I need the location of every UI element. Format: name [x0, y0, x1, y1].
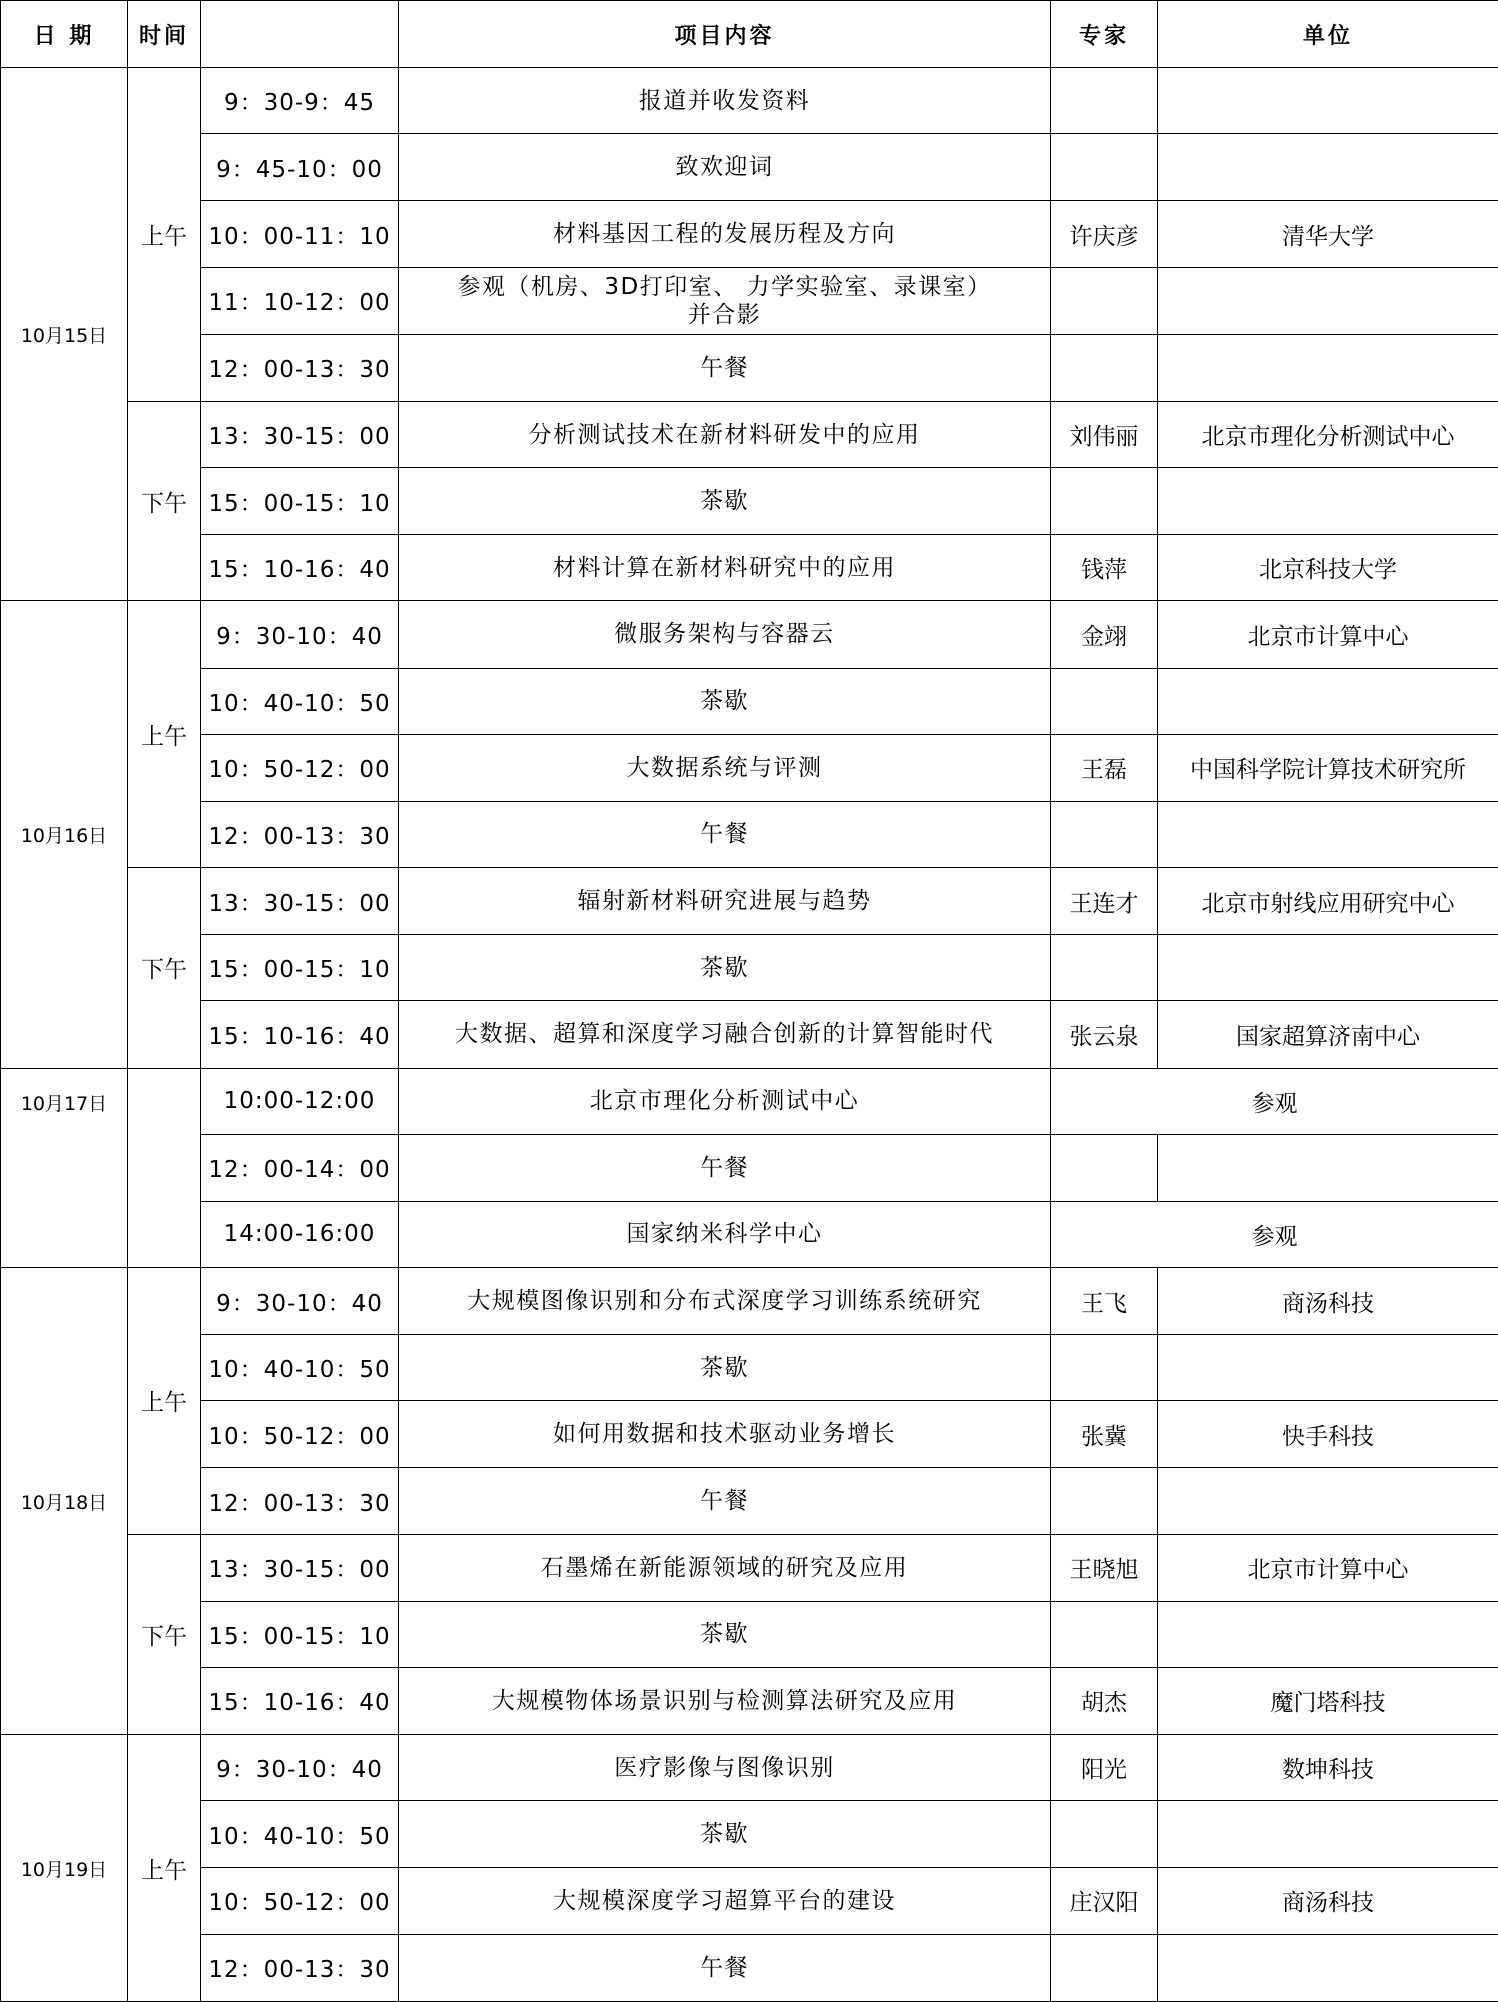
table-row	[1, 801, 1498, 867]
table-row	[1, 1267, 1498, 1334]
day-date: 10月18日	[1, 1267, 128, 1734]
session-expert	[1051, 1468, 1158, 1534]
period-label: 下午	[128, 401, 201, 600]
session-time: 12：00-14：00	[201, 1134, 399, 1201]
table-row	[1, 535, 1498, 601]
table-row	[1, 468, 1498, 535]
session-content: 茶歇	[399, 935, 1051, 1001]
session-unit	[1158, 68, 1498, 134]
session-content: 致欢迎词	[399, 134, 1051, 201]
session-time: 14:00-16:00	[201, 1201, 399, 1267]
table-row	[1, 68, 1498, 134]
session-expert: 王磊	[1051, 734, 1158, 801]
session-content: 大规模深度学习超算平台的建设	[399, 1868, 1051, 1934]
period-label: 下午	[128, 868, 201, 1068]
table-row	[1, 1001, 1498, 1068]
table-row	[1, 1934, 1498, 2001]
table-row	[1, 1068, 1498, 1134]
session-expert	[1051, 134, 1158, 201]
day-date: 10月19日	[1, 1735, 128, 2002]
session-time: 10:00-12:00	[201, 1068, 399, 1134]
session-time: 13：30-15：00	[201, 401, 399, 467]
session-content: 茶歇	[399, 668, 1051, 734]
session-time: 15：10-16：40	[201, 1001, 399, 1068]
session-expert: 王飞	[1051, 1267, 1158, 1334]
session-unit: 北京市射线应用研究中心	[1158, 868, 1498, 935]
session-unit: 数坤科技	[1158, 1735, 1498, 1801]
session-expert: 许庆彦	[1051, 201, 1158, 267]
session-content: 微服务架构与容器云	[399, 601, 1051, 668]
session-unit: 快手科技	[1158, 1401, 1498, 1468]
session-content: 分析测试技术在新材料研发中的应用	[399, 401, 1051, 467]
period-label: 上午	[128, 68, 201, 402]
session-unit	[1158, 1601, 1498, 1667]
session-content: 茶歇	[399, 468, 1051, 535]
session-content: 北京市理化分析测试中心	[399, 1068, 1051, 1134]
header-row	[1, 1, 1498, 68]
session-time: 15：10-16：40	[201, 1667, 399, 1734]
session-time: 11：10-12：00	[201, 267, 399, 334]
session-time: 9：30-10：40	[201, 1735, 399, 1801]
session-content: 石墨烯在新能源领域的研究及应用	[399, 1534, 1051, 1601]
session-unit: 北京科技大学	[1158, 535, 1498, 601]
session-unit	[1158, 468, 1498, 535]
session-content: 午餐	[399, 334, 1051, 401]
session-content: 午餐	[399, 1468, 1051, 1534]
session-unit	[1158, 267, 1498, 334]
session-time: 12：00-13：30	[201, 1934, 399, 2001]
header-blank	[201, 1, 399, 68]
session-expert: 张云泉	[1051, 1001, 1158, 1068]
table-row	[1, 1667, 1498, 1734]
day-date: 10月15日	[1, 68, 128, 601]
table-row	[1, 1735, 1498, 1801]
table-row	[1, 1801, 1498, 1868]
table-row	[1, 1868, 1498, 1934]
session-content-line1: 参观（机房、3D打印室、 力学实验室、录课室）	[457, 273, 992, 300]
session-content	[399, 267, 1051, 334]
table-row	[1, 1335, 1498, 1401]
session-expert	[1051, 68, 1158, 134]
session-unit	[1158, 1335, 1498, 1401]
table-row	[1, 1134, 1498, 1201]
session-unit: 商汤科技	[1158, 1267, 1498, 1334]
session-unit	[1158, 1468, 1498, 1534]
session-expert	[1051, 334, 1158, 401]
table-row	[1, 401, 1498, 467]
session-expert	[1051, 1335, 1158, 1401]
header-date: 日 期	[1, 1, 128, 68]
session-time: 13：30-15：00	[201, 868, 399, 935]
session-expert	[1051, 468, 1158, 535]
session-content: 茶歇	[399, 1335, 1051, 1401]
table-row	[1, 1401, 1498, 1468]
session-expert: 张冀	[1051, 1401, 1158, 1468]
session-time: 10：50-12：00	[201, 1401, 399, 1468]
session-content: 大数据系统与评测	[399, 734, 1051, 801]
session-expert: 庄汉阳	[1051, 1868, 1158, 1934]
session-expert: 王连才	[1051, 868, 1158, 935]
session-content: 材料基因工程的发展历程及方向	[399, 201, 1051, 267]
session-content: 如何用数据和技术驱动业务增长	[399, 1401, 1051, 1468]
session-content: 国家纳米科学中心	[399, 1201, 1051, 1267]
session-expert: 钱萍	[1051, 535, 1158, 601]
header-unit: 单位	[1158, 1, 1498, 68]
session-content: 大规模物体场景识别与检测算法研究及应用	[399, 1667, 1051, 1734]
session-expert: 金翊	[1051, 601, 1158, 668]
session-expert	[1051, 1934, 1158, 2001]
header-expert: 专家	[1051, 1, 1158, 68]
session-unit: 中国科学院计算技术研究所	[1158, 734, 1498, 801]
session-unit	[1158, 935, 1498, 1001]
session-unit: 北京市理化分析测试中心	[1158, 401, 1498, 467]
session-time: 15：00-15：10	[201, 1601, 399, 1667]
session-expert: 胡杰	[1051, 1667, 1158, 1734]
table-row	[1, 1534, 1498, 1601]
table-row	[1, 935, 1498, 1001]
period-label: 上午	[128, 1267, 201, 1534]
period-label: 上午	[128, 1735, 201, 2002]
session-content: 医疗影像与图像识别	[399, 1735, 1051, 1801]
session-content-line2: 并合影	[687, 301, 762, 328]
session-content: 茶歇	[399, 1601, 1051, 1667]
session-unit: 北京市计算中心	[1158, 601, 1498, 668]
session-unit	[1158, 668, 1498, 734]
session-expert	[1051, 1801, 1158, 1868]
table-row	[1, 134, 1498, 201]
session-expert	[1051, 801, 1158, 867]
session-time: 9：30-10：40	[201, 1267, 399, 1334]
session-expert	[1051, 267, 1158, 334]
session-unit	[1158, 1801, 1498, 1868]
session-time: 10：40-10：50	[201, 1335, 399, 1401]
session-time: 10：40-10：50	[201, 1801, 399, 1868]
session-time: 10：50-12：00	[201, 1868, 399, 1934]
session-time: 10：40-10：50	[201, 668, 399, 734]
session-expert	[1051, 1134, 1158, 1201]
session-content: 大规模图像识别和分布式深度学习训练系统研究	[399, 1267, 1051, 1334]
session-content: 材料计算在新材料研究中的应用	[399, 535, 1051, 601]
session-unit	[1158, 134, 1498, 201]
session-time: 12：00-13：30	[201, 1468, 399, 1534]
session-unit: 魔门塔科技	[1158, 1667, 1498, 1734]
session-content: 报道并收发资料	[399, 68, 1051, 134]
session-expert	[1051, 935, 1158, 1001]
session-content: 午餐	[399, 1134, 1051, 1201]
session-time: 15：00-15：10	[201, 935, 399, 1001]
session-time: 10：00-11：10	[201, 201, 399, 267]
session-unit	[1158, 1934, 1498, 2001]
session-unit: 国家超算济南中心	[1158, 1001, 1498, 1068]
period-label: 上午	[128, 601, 201, 868]
session-expert	[1051, 1601, 1158, 1667]
session-unit	[1158, 334, 1498, 401]
period-label-empty	[128, 1068, 201, 1267]
table-row	[1, 1201, 1498, 1267]
header-content: 项目内容	[399, 1, 1051, 68]
session-content: 午餐	[399, 1934, 1051, 2001]
session-merged: 参观	[1051, 1201, 1498, 1267]
session-time: 12：00-13：30	[201, 334, 399, 401]
table-row	[1, 1468, 1498, 1534]
table-row	[1, 734, 1498, 801]
session-unit: 清华大学	[1158, 201, 1498, 267]
session-unit	[1158, 801, 1498, 867]
session-expert: 刘伟丽	[1051, 401, 1158, 467]
table-row	[1, 267, 1498, 334]
period-label: 下午	[128, 1534, 201, 1734]
session-merged: 参观	[1051, 1068, 1498, 1134]
session-content: 午餐	[399, 801, 1051, 867]
table-row	[1, 334, 1498, 401]
day-date: 10月16日	[1, 601, 128, 1068]
table-row	[1, 601, 1498, 668]
session-time: 15：10-16：40	[201, 535, 399, 601]
session-time: 9：30-9：45	[201, 68, 399, 134]
session-time: 13：30-15：00	[201, 1534, 399, 1601]
table-row	[1, 668, 1498, 734]
session-content: 大数据、超算和深度学习融合创新的计算智能时代	[399, 1001, 1051, 1068]
session-expert: 王晓旭	[1051, 1534, 1158, 1601]
table-row	[1, 1601, 1498, 1667]
table-row	[1, 201, 1498, 267]
session-time: 15：00-15：10	[201, 468, 399, 535]
session-content: 茶歇	[399, 1801, 1051, 1868]
table-row	[1, 868, 1498, 935]
session-expert: 阳光	[1051, 1735, 1158, 1801]
day-date: 10月17日	[1, 1068, 128, 1267]
session-unit: 商汤科技	[1158, 1868, 1498, 1934]
header-time: 时间	[128, 1, 201, 68]
session-unit	[1158, 1134, 1498, 1201]
session-unit: 北京市计算中心	[1158, 1534, 1498, 1601]
session-time: 12：00-13：30	[201, 801, 399, 867]
session-expert	[1051, 668, 1158, 734]
session-time: 9：30-10：40	[201, 601, 399, 668]
session-time: 9：45-10：00	[201, 134, 399, 201]
session-time: 10：50-12：00	[201, 734, 399, 801]
session-content: 辐射新材料研究进展与趋势	[399, 868, 1051, 935]
